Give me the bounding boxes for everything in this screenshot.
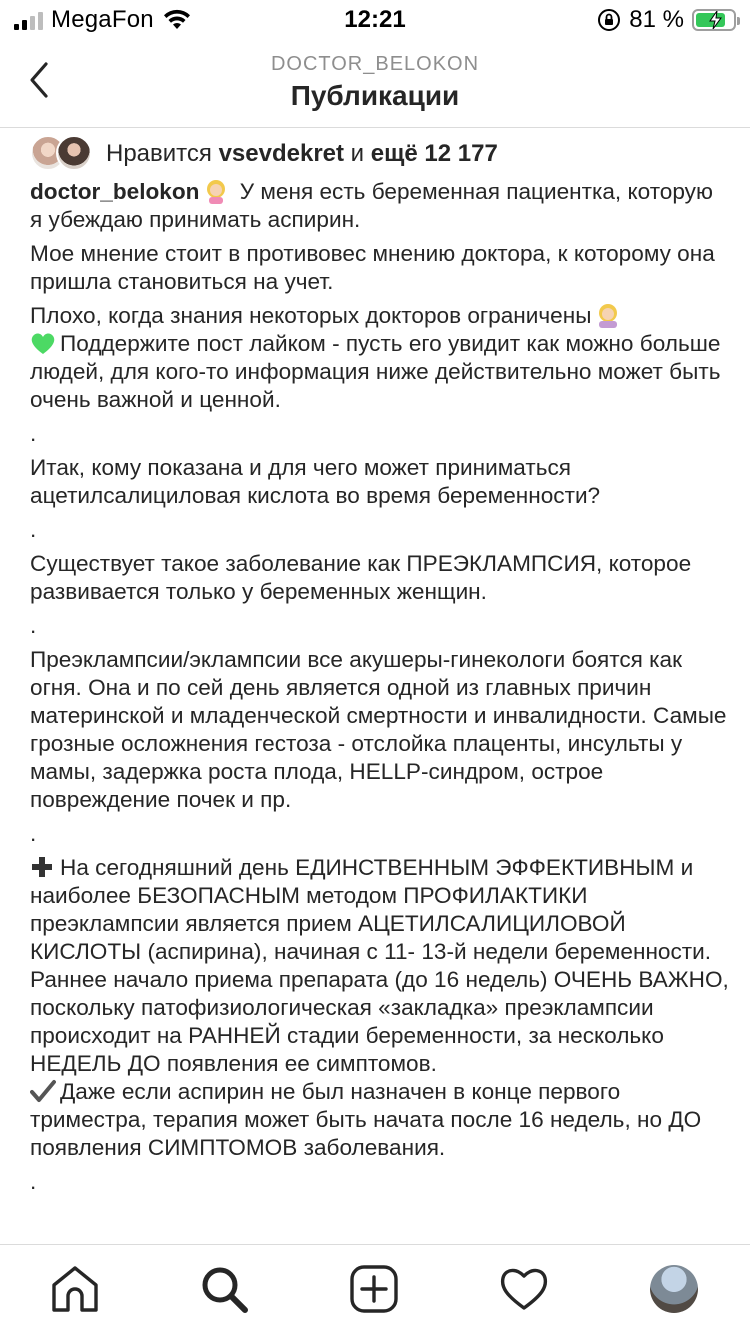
- new-post-icon[interactable]: [348, 1263, 400, 1315]
- bolt-icon: [706, 11, 726, 29]
- caption-dot: .: [30, 1169, 37, 1194]
- caption-dot: .: [30, 421, 37, 446]
- caption-username[interactable]: doctor_belokon: [30, 179, 200, 204]
- avatar[interactable]: [56, 135, 92, 171]
- profile-avatar[interactable]: [650, 1265, 698, 1313]
- caption-paragraph: Даже если аспирин не был назначен в конце первого триместра, терапия может быть начата после 16 недель, но ДО появления СИМПТОМОВ заболевания.: [30, 1079, 702, 1160]
- home-icon[interactable]: [49, 1263, 101, 1315]
- caption-paragraph: На сегодняшний день ЕДИНСТВЕННЫМ ЭФФЕКТИВНЫМ и наиболее БЕЗОПАСНЫМ методом ПРОФИЛАКТИКИ преэклампсии является прием АЦЕТИЛСАЛИЦИЛОВОЙ КИСЛОТЫ (аспирина), начиная с 11- 13-й недели беременности. Раннее начало приема препарата (до 16 недель) ОЧЕНЬ ВАЖНО, поскольку патофизиологическая «закладка» преэклампсии происходит на РАННЕЙ стадии беременности, за несколько НЕДЕЛЬ ДО появления ее симптомов.: [30, 855, 729, 1076]
- caption-paragraph: Существует такое заболевание как ПРЕЭКЛАМПСИЯ, которое развивается только у беременных женщин.: [30, 551, 692, 604]
- status-bar: [0, 0, 750, 40]
- search-icon[interactable]: [198, 1263, 250, 1315]
- check-mark-emoji-icon: [30, 1079, 56, 1103]
- caption-paragraph: Мое мнение стоит в противовес мнению доктора, к которому она пришла становиться на учет.: [30, 241, 715, 294]
- likes-text: Нравится vsevdekret и ещё 12 177: [106, 140, 498, 167]
- caption-paragraph: Итак, кому показана и для чего может приниматься ацетилсалициловая кислота во время беременности?: [30, 455, 601, 508]
- likes-row[interactable]: [30, 134, 498, 174]
- caption-paragraph: Плохо, когда знания некоторых докторов ограничены: [30, 302, 730, 330]
- woman-shrugging-emoji-icon: [595, 302, 621, 328]
- battery-percent: 81 %: [629, 6, 684, 33]
- caption-paragraph: Поддержите пост лайком - пусть его увидит как можно больше людей, для кого-то информация ниже действительно может быть очень важной и ценной.: [30, 331, 721, 412]
- green-heart-emoji-icon: [30, 331, 56, 355]
- post-caption: [30, 178, 730, 1196]
- caption-dot: .: [30, 517, 37, 542]
- plus-emoji-icon: [30, 855, 54, 879]
- liker-username[interactable]: vsevdekret: [218, 140, 345, 167]
- battery-charging-icon: [692, 9, 736, 31]
- account-name[interactable]: DOCTOR_BELOKON: [270, 53, 480, 75]
- caption-dot: .: [30, 613, 37, 638]
- likes-count[interactable]: ещё 12 177: [370, 140, 498, 167]
- nav-header: [0, 40, 750, 128]
- woman-tipping-hand-emoji-icon: [203, 178, 229, 204]
- caption-dot: .: [30, 821, 37, 846]
- activity-heart-icon[interactable]: [498, 1263, 550, 1315]
- status-right: [597, 6, 736, 34]
- orientation-lock-icon: [597, 8, 621, 32]
- clock: 12:21: [344, 6, 406, 33]
- liker-avatars[interactable]: [30, 135, 94, 173]
- carrier-name: MegaFon: [51, 6, 154, 33]
- page-title: Публикации: [290, 80, 460, 111]
- caption-paragraph: doctor_belokon У меня есть беременная пациентка, которую я убеждаю принимать аспирин.: [30, 179, 713, 232]
- caption-paragraph: Преэклампсии/эклампсии все акушеры-гинекологи боятся как огня. Она и по сей день является одной из главных причин материнской и младенческой смертности и инвалидности. Самые грозные осложнения гестоза - отслойка плаценты, инсульты у мамы, задержка роста плода, HELLP-синдром, острое повреждение почек и пр.: [30, 647, 727, 812]
- tab-bar: [0, 1244, 750, 1334]
